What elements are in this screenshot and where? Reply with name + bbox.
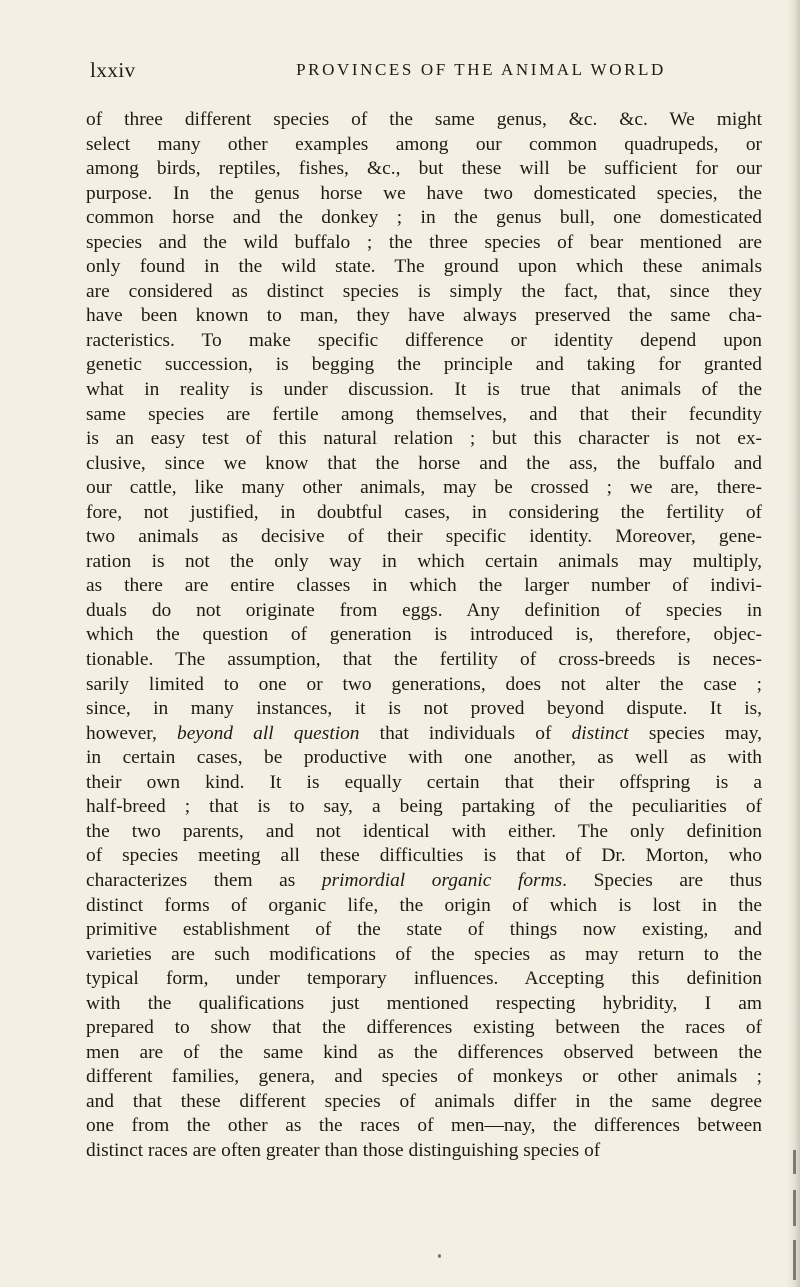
text-line: same species are fertile among themselves, and that their fecundity — [86, 403, 762, 425]
page-edge-mark — [793, 1240, 796, 1280]
text-line: select many other examples among our common quadrupeds, or — [86, 133, 762, 155]
text-line: two animals as decisive of their specific identity. Moreover, gene- — [86, 526, 762, 548]
page-edge-shadow — [786, 0, 800, 1287]
text-line: clusive, since we know that the horse and the ass, the buffalo and — [86, 452, 762, 474]
text-line: tionable. The assumption, that the fertility of cross-breeds is neces- — [86, 649, 762, 671]
text-line: men are of the same kind as the differences observed between the — [86, 1041, 762, 1063]
text-line: among birds, reptiles, fishes, &c., but these will be sufficient for our — [86, 158, 762, 180]
page-edge-mark — [793, 1150, 796, 1174]
text-line: their own kind. It is equally certain that their offspring is a — [86, 771, 762, 793]
page-number: lxxiv — [90, 58, 136, 82]
body-text — [86, 108, 762, 1164]
text-line: and that these different species of animals differ in the same degree — [86, 1090, 762, 1112]
text-line: genetic succession, is begging the principle and taking for granted — [86, 354, 762, 376]
running-head — [90, 58, 762, 88]
text-line: purpose. In the genus horse we have two domesticated species, the — [86, 182, 762, 204]
ink-speck — [438, 1254, 441, 1258]
text-line: what in reality is under discussion. It is true that animals of the — [86, 379, 762, 401]
text-line: with the qualifications just mentioned respecting hybridity, I am — [86, 992, 762, 1014]
text-line: our cattle, like many other animals, may be crossed ; we are, there- — [86, 477, 762, 499]
text-line: only found in the wild state. The ground upon which these animals — [86, 256, 762, 278]
text-line: half-breed ; that is to say, a being partaking of the peculiarities of — [86, 796, 762, 818]
text-line: racteristics. To make specific difference or identity depend upon — [86, 329, 762, 351]
text-line: is an easy test of this natural relation ; but this character is not ex- — [86, 428, 762, 450]
text-line: in certain cases, be productive with one another, as well as with — [86, 747, 762, 769]
text-line: typical form, under temporary influences. Accepting this definition — [86, 968, 762, 990]
text-line: different families, genera, and species of monkeys or other animals ; — [86, 1066, 762, 1088]
text-line: duals do not originate from eggs. Any definition of species in — [86, 599, 762, 621]
text-line: of three different species of the same genus, &c. &c. We might — [86, 109, 762, 130]
text-line: the two parents, and not identical with either. The only definition — [86, 820, 762, 842]
text-line: common horse and the donkey ; in the genus bull, one domesticated — [86, 207, 762, 229]
text-line: distinct races are often greater than those distinguishing species of — [86, 1139, 601, 1161]
page-edge-mark — [793, 1190, 796, 1226]
text-line: of species meeting all these difficulties is that of Dr. Morton, who — [86, 845, 762, 867]
text-line: one from the other as the races of men—nay, the differences between — [86, 1115, 762, 1137]
text-line: which the question of generation is introduced is, therefore, objec- — [86, 624, 762, 646]
text-line: distinct forms of organic life, the origin of which is lost in the — [86, 894, 762, 916]
text-line: varieties are such modifications of the species as may return to the — [86, 943, 762, 965]
text-line: are considered as distinct species is simply the fact, that, since they — [86, 280, 762, 302]
text-line: species and the wild buffalo ; the three species of bear mentioned are — [86, 231, 762, 253]
running-title: PROVINCES OF THE ANIMAL WORLD — [296, 60, 666, 79]
text-line: have been known to man, they have always preserved the same cha- — [86, 305, 762, 327]
text-line: since, in many instances, it is not proved beyond dispute. It is, — [86, 698, 762, 720]
text-line: characterizes them as primordial organic forms. Species are thus — [86, 869, 762, 891]
text-line: prepared to show that the differences existing between the races of — [86, 1017, 762, 1039]
text-line: sarily limited to one or two generations, does not alter the case ; — [86, 673, 762, 695]
text-line: fore, not justified, in doubtful cases, in considering the fertility of — [86, 501, 762, 523]
text-line: as there are entire classes in which the larger number of indivi- — [86, 575, 762, 597]
text-line: ration is not the only way in which certain animals may multiply, — [86, 550, 762, 572]
text-line: primitive establishment of the state of things now existing, and — [86, 919, 762, 941]
text-line: however, beyond all question that individuals of distinct species may, — [86, 722, 762, 744]
